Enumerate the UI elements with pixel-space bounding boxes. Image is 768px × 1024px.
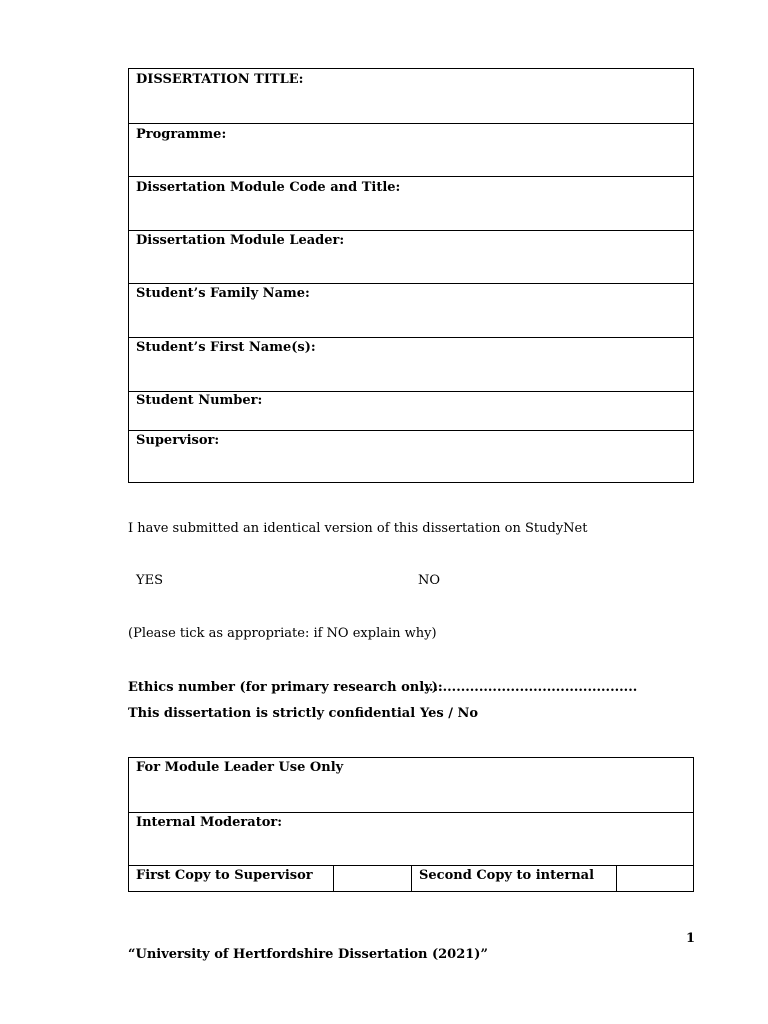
footer-citation: “University of Hertfordshire Dissertation (2021)” bbox=[128, 947, 488, 962]
second-copy-divider bbox=[411, 866, 412, 891]
dissertation-details-table bbox=[128, 68, 694, 483]
module-code-title-row[interactable] bbox=[129, 177, 693, 231]
second-copy-label: Second Copy to internal bbox=[419, 868, 595, 883]
second-copy-checkbox[interactable] bbox=[617, 866, 693, 891]
first-copy-label: First Copy to Supervisor bbox=[136, 868, 313, 883]
tick-instruction: (Please tick as appropriate: if NO explain why) bbox=[128, 626, 437, 641]
yes-option[interactable]: YES bbox=[136, 573, 163, 588]
module-code-title-label: Dissertation Module Code and Title: bbox=[136, 180, 401, 195]
first-copy-checkbox[interactable] bbox=[334, 866, 411, 891]
internal-moderator-row[interactable] bbox=[129, 813, 693, 866]
first-name-label: Student’s First Name(s): bbox=[136, 340, 316, 355]
family-name-label: Student’s Family Name: bbox=[136, 286, 310, 301]
dissertation-title-label: DISSERTATION TITLE: bbox=[136, 72, 304, 87]
supervisor-row[interactable] bbox=[129, 431, 693, 482]
dissertation-title-row[interactable] bbox=[129, 69, 693, 124]
first-name-row[interactable] bbox=[129, 338, 693, 392]
confidential-label: This dissertation is strictly confidential bbox=[128, 706, 416, 721]
confidential-yes-no[interactable]: Yes / No bbox=[420, 706, 479, 721]
programme-label: Programme: bbox=[136, 127, 227, 142]
module-leader-use-row bbox=[129, 758, 693, 813]
submission-statement: I have submitted an identical version of this dissertation on StudyNet bbox=[128, 521, 588, 536]
programme-row[interactable] bbox=[129, 124, 693, 177]
student-number-row[interactable] bbox=[129, 392, 693, 431]
module-leader-label: Dissertation Module Leader: bbox=[136, 233, 345, 248]
page-number: 1 bbox=[686, 931, 696, 946]
family-name-row[interactable] bbox=[129, 284, 693, 338]
module-leader-table bbox=[128, 757, 694, 892]
module-leader-use-label: For Module Leader Use Only bbox=[136, 760, 344, 775]
internal-moderator-label: Internal Moderator: bbox=[136, 815, 283, 830]
supervisor-label: Supervisor: bbox=[136, 433, 220, 448]
ethics-number-label: Ethics number (for primary research only): bbox=[128, 680, 443, 695]
ethics-number-field[interactable]: ................................................ bbox=[420, 680, 638, 695]
no-option[interactable]: NO bbox=[418, 573, 441, 588]
student-number-label: Student Number: bbox=[136, 393, 263, 408]
module-leader-row[interactable] bbox=[129, 231, 693, 284]
copy-row bbox=[129, 866, 693, 891]
